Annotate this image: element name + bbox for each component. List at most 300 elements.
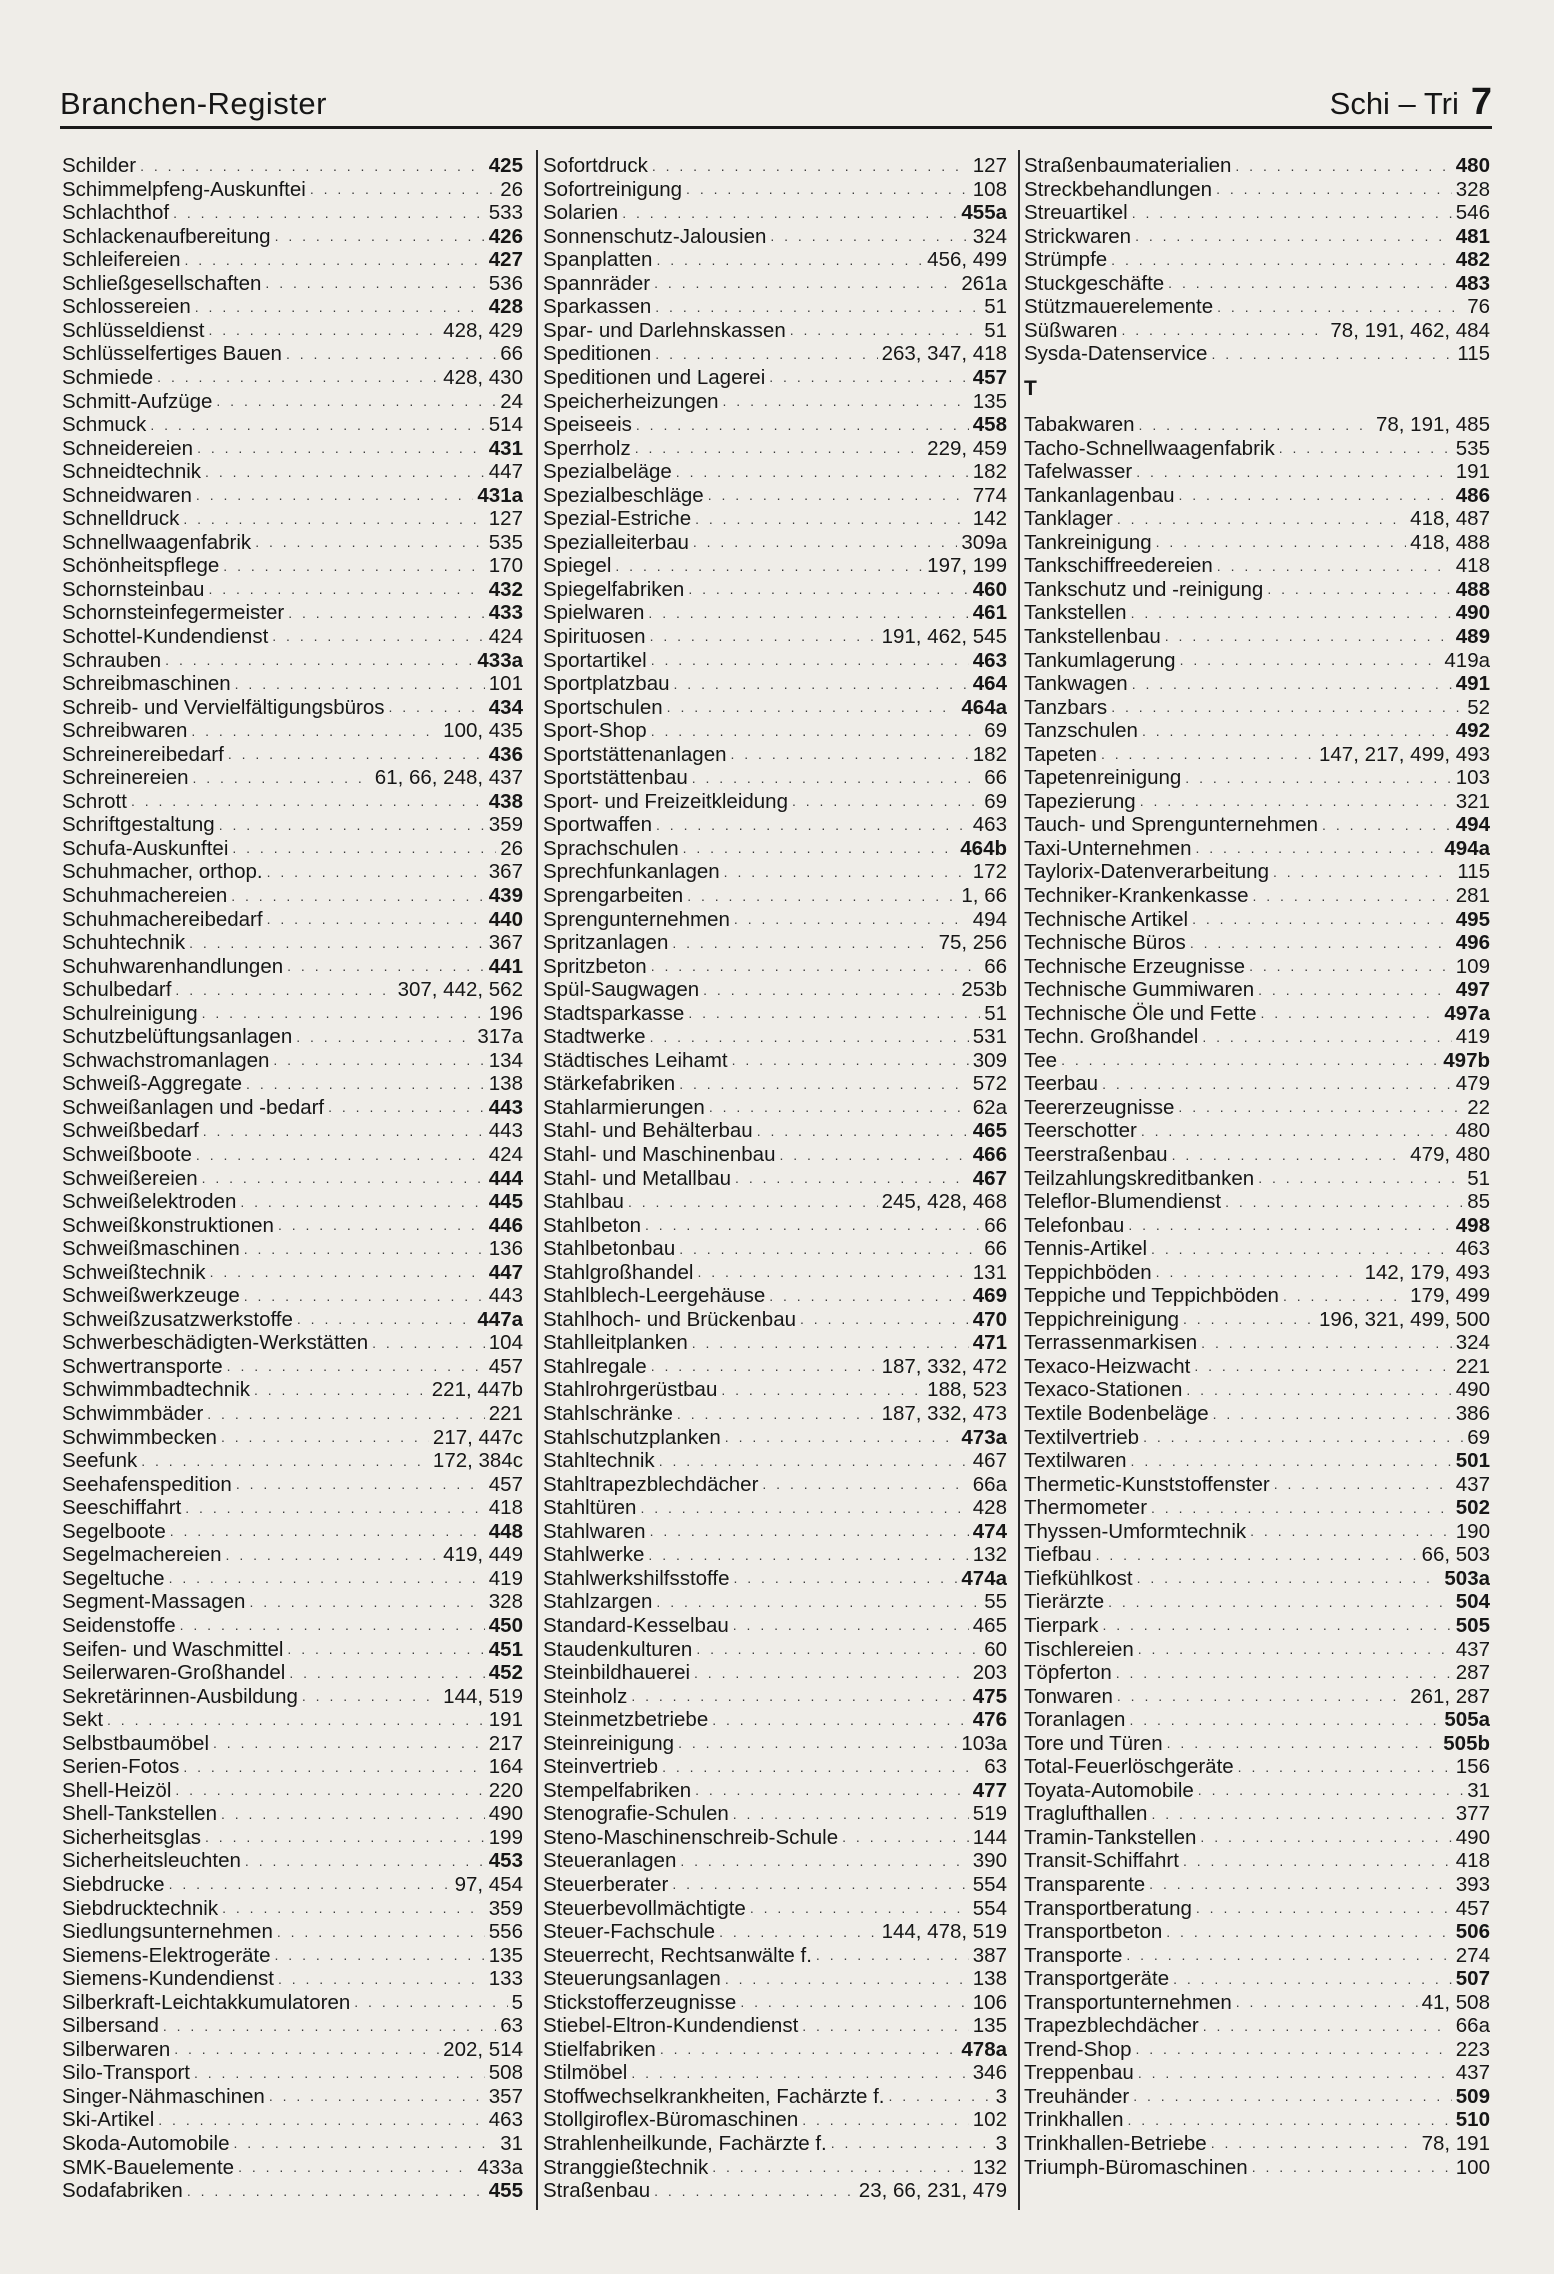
index-entry xyxy=(62,554,523,578)
index-entry xyxy=(62,342,523,366)
entry-term: Teleflor-Blumendienst xyxy=(1024,1190,1222,1214)
entry-term: Teppiche und Teppichböden xyxy=(1024,1284,1279,1308)
dot-leader xyxy=(1126,1947,1451,1963)
dot-leader xyxy=(1252,888,1451,904)
entry-term: Toyata-Automobile xyxy=(1024,1778,1194,1802)
entry-pages: 66a xyxy=(972,1472,1007,1496)
entry-term: Stenografie-Schulen xyxy=(543,1802,729,1826)
index-entry xyxy=(1024,1449,1490,1473)
index-entry xyxy=(1024,601,1490,625)
entry-term: Sportplatzbau xyxy=(543,672,670,696)
dot-leader xyxy=(196,487,473,503)
entry-pages: 418, 487 xyxy=(1410,507,1490,531)
entry-term: Thermetic-Kunststoffenster xyxy=(1024,1472,1270,1496)
dot-leader xyxy=(1274,1476,1452,1492)
index-entry xyxy=(1024,1025,1490,1049)
index-entry xyxy=(543,2179,1007,2203)
entry-pages: 78, 191, 485 xyxy=(1375,413,1490,437)
dot-leader xyxy=(267,864,485,880)
entry-pages: 328 xyxy=(1455,177,1490,201)
entry-term: Tankreinigung xyxy=(1024,530,1152,554)
index-entry xyxy=(1024,1261,1490,1285)
dot-leader xyxy=(1202,1029,1451,1045)
entry-term: Schwimmbäder xyxy=(62,1402,204,1426)
index-entry xyxy=(1024,2085,1490,2109)
entry-term: Schornsteinbau xyxy=(62,577,205,601)
entry-pages: 431 xyxy=(488,436,523,460)
dot-leader xyxy=(302,1688,439,1704)
index-entry xyxy=(62,437,523,461)
entry-pages: 425 xyxy=(488,154,523,178)
entry-pages: 494a xyxy=(1444,836,1490,860)
entry-pages: 447 xyxy=(488,1260,523,1284)
index-entry xyxy=(62,484,523,508)
entry-term: Transporte xyxy=(1024,1943,1123,1967)
dot-leader xyxy=(228,746,485,762)
dot-leader xyxy=(769,369,969,385)
dot-leader xyxy=(1185,770,1451,786)
index-entry xyxy=(1024,766,1490,790)
dot-leader xyxy=(240,1194,484,1210)
dot-leader xyxy=(725,1429,958,1445)
dot-leader xyxy=(1217,558,1452,574)
dot-leader xyxy=(1142,723,1452,739)
index-entry xyxy=(1024,1661,1490,1685)
entry-term: Stahl- und Metallbau xyxy=(543,1166,732,1190)
dot-leader xyxy=(1211,346,1453,362)
index-entry xyxy=(1024,484,1490,508)
index-entry xyxy=(543,2108,1007,2132)
dot-leader xyxy=(226,1547,440,1563)
dot-leader xyxy=(672,935,934,951)
index-entry xyxy=(62,413,523,437)
entry-term: Stahltüren xyxy=(543,1496,637,1520)
entry-term: Sportartikel xyxy=(543,648,647,672)
index-entry xyxy=(1024,908,1490,932)
entry-pages: 419, 449 xyxy=(443,1543,523,1567)
entry-term: Transportunternehmen xyxy=(1024,1990,1232,2014)
entry-term: Tacho-Schnellwaagenfabrik xyxy=(1024,436,1275,460)
entry-term: Schwerbeschädigten-Werkstätten xyxy=(62,1331,369,1355)
index-entry xyxy=(62,1049,523,1073)
index-entry xyxy=(1024,860,1490,884)
entry-pages: 377 xyxy=(1455,1802,1490,1826)
dot-leader xyxy=(1168,275,1452,291)
entry-pages: 466 xyxy=(972,1143,1007,1167)
entry-pages: 464a xyxy=(961,695,1007,719)
entry-term: Schweißzusatzwerkstoffe xyxy=(62,1307,293,1331)
entry-term: Spritzbeton xyxy=(543,954,647,978)
entry-pages: 427 xyxy=(488,248,523,272)
dot-leader xyxy=(1131,1453,1452,1469)
index-entry xyxy=(1024,295,1490,319)
index-entry xyxy=(1024,1826,1490,1850)
entry-term: Teppichböden xyxy=(1024,1260,1152,1284)
index-entry xyxy=(543,1096,1007,1120)
entry-term: Solarien xyxy=(543,201,619,225)
dot-leader xyxy=(651,1358,878,1374)
entry-term: Schufa-Auskunftei xyxy=(62,836,229,860)
index-entry xyxy=(1024,1520,1490,1544)
index-entry xyxy=(1024,1779,1490,1803)
entry-pages: 78, 191 xyxy=(1421,2131,1490,2155)
dot-leader xyxy=(1186,1382,1451,1398)
entry-pages: 469 xyxy=(972,1284,1007,1308)
entry-term: Ski-Artikel xyxy=(62,2108,155,2132)
entry-term: Teerbau xyxy=(1024,1072,1099,1096)
entry-pages: 476 xyxy=(972,1708,1007,1732)
entry-term: Schwertransporte xyxy=(62,1354,223,1378)
index-entry xyxy=(1024,1873,1490,1897)
index-entry xyxy=(62,1944,523,1968)
entry-term: Stielfabriken xyxy=(543,2037,656,2061)
entry-pages: 440 xyxy=(488,907,523,931)
dot-leader xyxy=(721,1382,923,1398)
dot-leader xyxy=(780,1147,969,1163)
dot-leader xyxy=(1216,181,1452,197)
dot-leader xyxy=(679,1241,980,1257)
entry-pages: 287 xyxy=(1455,1661,1490,1685)
dot-leader xyxy=(1102,1076,1452,1092)
dot-leader xyxy=(676,464,969,480)
dot-leader xyxy=(697,1264,968,1280)
dot-leader xyxy=(660,2041,958,2057)
entry-pages: 203 xyxy=(972,1661,1007,1685)
index-entry xyxy=(543,1991,1007,2015)
entry-pages: 419 xyxy=(1455,1025,1490,1049)
entry-pages: 456, 499 xyxy=(927,248,1007,272)
dot-leader xyxy=(631,2065,968,2081)
index-entry xyxy=(543,1543,1007,1567)
entry-term: Stollgiroflex-Büromaschinen xyxy=(543,2108,799,2132)
entry-term: Stahlbetonbau xyxy=(543,1237,676,1261)
dot-leader xyxy=(1260,1005,1440,1021)
index-entry xyxy=(62,248,523,272)
entry-term: Sprachschulen xyxy=(543,836,679,860)
dot-leader xyxy=(208,581,484,597)
entry-pages: 324 xyxy=(972,224,1007,248)
entry-term: Schlüsseldienst xyxy=(62,318,205,342)
dot-leader xyxy=(1252,2159,1452,2175)
dot-leader xyxy=(289,1665,484,1681)
dot-leader xyxy=(1213,1406,1452,1422)
entry-term: Stahlzargen xyxy=(543,1590,653,1614)
entry-pages: 51 xyxy=(984,1001,1007,1025)
entry-term: Teerstraßenbau xyxy=(1024,1143,1168,1167)
index-entry xyxy=(1024,578,1490,602)
index-entry xyxy=(62,1261,523,1285)
entry-pages: 465 xyxy=(972,1119,1007,1143)
index-entry xyxy=(62,1025,523,1049)
dot-leader xyxy=(183,511,484,527)
entry-pages: 433a xyxy=(477,2155,523,2179)
index-entry xyxy=(543,437,1007,461)
entry-term: Tanklager xyxy=(1024,507,1113,531)
entry-pages: 51 xyxy=(984,318,1007,342)
entry-term: Spül-Saugwagen xyxy=(543,978,700,1002)
dot-leader xyxy=(674,676,969,692)
entry-pages: 387 xyxy=(972,1943,1007,1967)
dot-leader xyxy=(1131,605,1452,621)
entry-term: Schornsteinfegermeister xyxy=(62,601,285,625)
entry-term: Süßwaren xyxy=(1024,318,1118,342)
section-letter-heading: T xyxy=(1024,377,1037,401)
entry-pages: 535 xyxy=(1455,436,1490,460)
index-entry xyxy=(62,1308,523,1332)
dot-leader xyxy=(648,1547,968,1563)
index-entry xyxy=(1024,625,1490,649)
entry-term: Tonwaren xyxy=(1024,1684,1113,1708)
index-entry xyxy=(543,1896,1007,1920)
entry-pages: 460 xyxy=(972,577,1007,601)
entry-term: Transportbeton xyxy=(1024,1920,1163,1944)
dot-leader xyxy=(1156,534,1407,550)
entry-term: Steno-Maschinenschreib-Schule xyxy=(543,1825,839,1849)
entry-pages: 144, 519 xyxy=(443,1684,523,1708)
dot-leader xyxy=(1194,1358,1451,1374)
index-entry xyxy=(1024,178,1490,202)
index-entry xyxy=(62,1426,523,1450)
entry-pages: 191 xyxy=(488,1708,523,1732)
entry-pages: 488 xyxy=(1455,577,1490,601)
entry-pages: 328 xyxy=(488,1590,523,1614)
entry-pages: 463 xyxy=(1455,1237,1490,1261)
entry-term: Schwimmbadtechnik xyxy=(62,1378,250,1402)
index-entry xyxy=(543,507,1007,531)
entry-term: Transportgeräte xyxy=(1024,1967,1170,1991)
entry-pages: 217, 447c xyxy=(432,1425,523,1449)
entry-pages: 465 xyxy=(972,1613,1007,1637)
entry-term: Stahlwerke xyxy=(543,1543,645,1567)
entry-term: Treppenbau xyxy=(1024,2061,1134,2085)
index-entry xyxy=(1024,1214,1490,1238)
entry-pages: 514 xyxy=(488,413,523,437)
entry-term: Siedlungsunternehmen xyxy=(62,1920,273,1944)
entry-term: Technische Öle und Fette xyxy=(1024,1001,1257,1025)
entry-term: Straßenbau xyxy=(543,2179,651,2203)
entry-term: Spanplatten xyxy=(543,248,653,272)
dot-leader xyxy=(216,393,496,409)
index-entry xyxy=(1024,1849,1490,1873)
entry-term: Städtisches Leihamt xyxy=(543,1048,728,1072)
dot-leader xyxy=(1165,628,1452,644)
index-entry xyxy=(1024,1049,1490,1073)
entry-pages: 428, 430 xyxy=(443,365,523,389)
dot-leader xyxy=(296,1029,473,1045)
dot-leader xyxy=(645,1217,980,1233)
dot-leader xyxy=(1136,464,1452,480)
entry-pages: 426 xyxy=(488,224,523,248)
dot-leader xyxy=(1283,1288,1406,1304)
index-entry xyxy=(543,1072,1007,1096)
index-entry xyxy=(543,178,1007,202)
dot-leader xyxy=(173,205,485,221)
index-entry xyxy=(1024,1284,1490,1308)
index-entry xyxy=(62,1543,523,1567)
entry-term: Trapezblechdächer xyxy=(1024,2014,1199,2038)
dot-leader xyxy=(267,911,485,927)
index-entry xyxy=(62,837,523,861)
entry-term: Steinvertrieb xyxy=(543,1755,659,1779)
index-entry xyxy=(1024,1614,1490,1638)
entry-pages: 418 xyxy=(488,1496,523,1520)
index-entry xyxy=(62,460,523,484)
entry-pages: 76 xyxy=(1467,295,1490,319)
index-entry xyxy=(543,1190,1007,1214)
entry-term: Schweißwerkzeuge xyxy=(62,1284,240,1308)
entry-pages: 419 xyxy=(488,1566,523,1590)
index-entry xyxy=(543,672,1007,696)
entry-pages: 418 xyxy=(1455,1849,1490,1873)
entry-pages: 221, 447b xyxy=(431,1378,523,1402)
index-entry xyxy=(543,319,1007,343)
index-entry xyxy=(62,1378,523,1402)
entry-pages: 188, 523 xyxy=(927,1378,1007,1402)
dot-leader xyxy=(1235,158,1451,174)
entry-term: Sport-Shop xyxy=(543,719,647,743)
dot-leader xyxy=(310,181,496,197)
entry-term: Teppichreinigung xyxy=(1024,1307,1180,1331)
index-entry xyxy=(543,860,1007,884)
entry-pages: 220 xyxy=(488,1778,523,1802)
entry-pages: 196 xyxy=(488,1001,523,1025)
entry-term: Seilerwaren-Großhandel xyxy=(62,1661,286,1685)
index-entry xyxy=(62,860,523,884)
entry-pages: 508 xyxy=(488,2061,523,2085)
dot-leader xyxy=(1183,1311,1315,1327)
entry-pages: 66 xyxy=(984,1213,1007,1237)
entry-term: Sicherheitsleuchten xyxy=(62,1849,241,1873)
entry-pages: 455 xyxy=(488,2179,523,2203)
entry-term: Siemens-Kundendienst xyxy=(62,1967,274,1991)
dot-leader xyxy=(205,1829,485,1845)
entry-term: Tabakwaren xyxy=(1024,413,1135,437)
index-entry xyxy=(62,1567,523,1591)
dot-leader xyxy=(1166,1924,1452,1940)
index-column-3 xyxy=(1024,154,1490,2179)
dot-leader xyxy=(651,652,969,668)
entry-pages: 367 xyxy=(488,931,523,955)
entry-term: Schlachthof xyxy=(62,201,170,225)
entry-pages: 22 xyxy=(1467,1095,1490,1119)
index-entry xyxy=(62,201,523,225)
index-entry xyxy=(62,1685,523,1709)
entry-pages: 66a xyxy=(1455,2014,1490,2038)
dot-leader xyxy=(210,1264,485,1280)
entry-pages: 307, 442, 562 xyxy=(397,978,523,1002)
index-entry xyxy=(1024,1143,1490,1167)
entry-term: Tapeten xyxy=(1024,742,1097,766)
entry-term: Stahltechnik xyxy=(543,1449,655,1473)
dot-leader xyxy=(1108,1594,1452,1610)
dot-leader xyxy=(802,2112,969,2128)
entry-term: Tankwagen xyxy=(1024,672,1128,696)
index-entry xyxy=(543,1920,1007,1944)
entry-term: Sprengunternehmen xyxy=(543,907,730,931)
dot-leader xyxy=(275,228,485,244)
index-entry xyxy=(543,1967,1007,1991)
dot-leader xyxy=(724,864,969,880)
entry-term: Schuhmachereibedarf xyxy=(62,907,263,931)
index-entry xyxy=(1024,2108,1490,2132)
index-entry xyxy=(62,1755,523,1779)
entry-term: Steuerbevollmächtigte xyxy=(543,1896,746,1920)
dot-leader xyxy=(1111,252,1452,268)
entry-pages: 498 xyxy=(1455,1213,1490,1237)
entry-pages: 346 xyxy=(972,2061,1007,2085)
entry-pages: 135 xyxy=(972,2014,1007,2038)
entry-pages: 147, 217, 499, 493 xyxy=(1318,742,1490,766)
index-entry xyxy=(1024,1637,1490,1661)
entry-term: Skoda-Automobile xyxy=(62,2131,230,2155)
dot-leader xyxy=(731,746,969,762)
index-entry xyxy=(62,295,523,319)
index-entry xyxy=(62,1520,523,1544)
dot-leader xyxy=(1151,1806,1451,1822)
dot-leader xyxy=(655,299,980,315)
entry-term: Tore und Türen xyxy=(1024,1731,1163,1755)
dot-leader xyxy=(244,1288,485,1304)
dot-leader xyxy=(287,958,485,974)
index-entry xyxy=(543,1331,1007,1355)
entry-term: Traglufthallen xyxy=(1024,1802,1148,1826)
entry-term: Stahlbeton xyxy=(543,1213,642,1237)
entry-term: Silberkraft-Leichtakkumulatoren xyxy=(62,1990,351,2014)
dot-leader xyxy=(648,605,968,621)
entry-pages: 51 xyxy=(1467,1166,1490,1190)
entry-pages: 127 xyxy=(488,507,523,531)
entry-term: Sportwaffen xyxy=(543,813,653,837)
entry-pages: 439 xyxy=(488,884,523,907)
entry-pages: 482 xyxy=(1455,248,1490,272)
index-entry xyxy=(62,1214,523,1238)
index-entry xyxy=(543,531,1007,555)
dot-leader xyxy=(1151,1241,1452,1257)
index-entry xyxy=(62,719,523,743)
entry-pages: 31 xyxy=(500,2131,523,2155)
dot-leader xyxy=(816,1947,969,1963)
entry-pages: 444 xyxy=(488,1166,523,1190)
entry-term: Sportschulen xyxy=(543,695,663,719)
entry-term: Speditionen xyxy=(543,342,652,366)
entry-term: Schimmelpfeng-Auskunftei xyxy=(62,177,306,201)
entry-term: Spezialbeläge xyxy=(543,460,672,484)
entry-term: Streuartikel xyxy=(1024,201,1128,225)
index-entry xyxy=(543,1614,1007,1638)
entry-pages: 431a xyxy=(477,483,523,507)
dot-leader xyxy=(792,793,980,809)
entry-term: Tankschiffreedereien xyxy=(1024,554,1213,578)
dot-leader xyxy=(249,1594,484,1610)
entry-term: Schnellwaagenfabrik xyxy=(62,530,252,554)
entry-term: Staudenkulturen xyxy=(543,1637,693,1661)
index-entry xyxy=(543,908,1007,932)
index-entry xyxy=(543,1449,1007,1473)
dot-leader xyxy=(770,228,968,244)
dot-leader xyxy=(740,1994,968,2010)
index-entry xyxy=(543,389,1007,413)
dot-leader xyxy=(208,322,439,338)
entry-term: Schwimmbecken xyxy=(62,1425,217,1449)
entry-pages: 182 xyxy=(972,742,1007,766)
entry-pages: 170 xyxy=(488,554,523,578)
entry-term: Sekt xyxy=(62,1708,104,1732)
entry-pages: 447a xyxy=(477,1307,523,1331)
dot-leader xyxy=(708,487,969,503)
dot-leader xyxy=(195,299,485,315)
entry-pages: 26 xyxy=(500,836,523,860)
entry-term: Streckbehandlungen xyxy=(1024,177,1213,201)
